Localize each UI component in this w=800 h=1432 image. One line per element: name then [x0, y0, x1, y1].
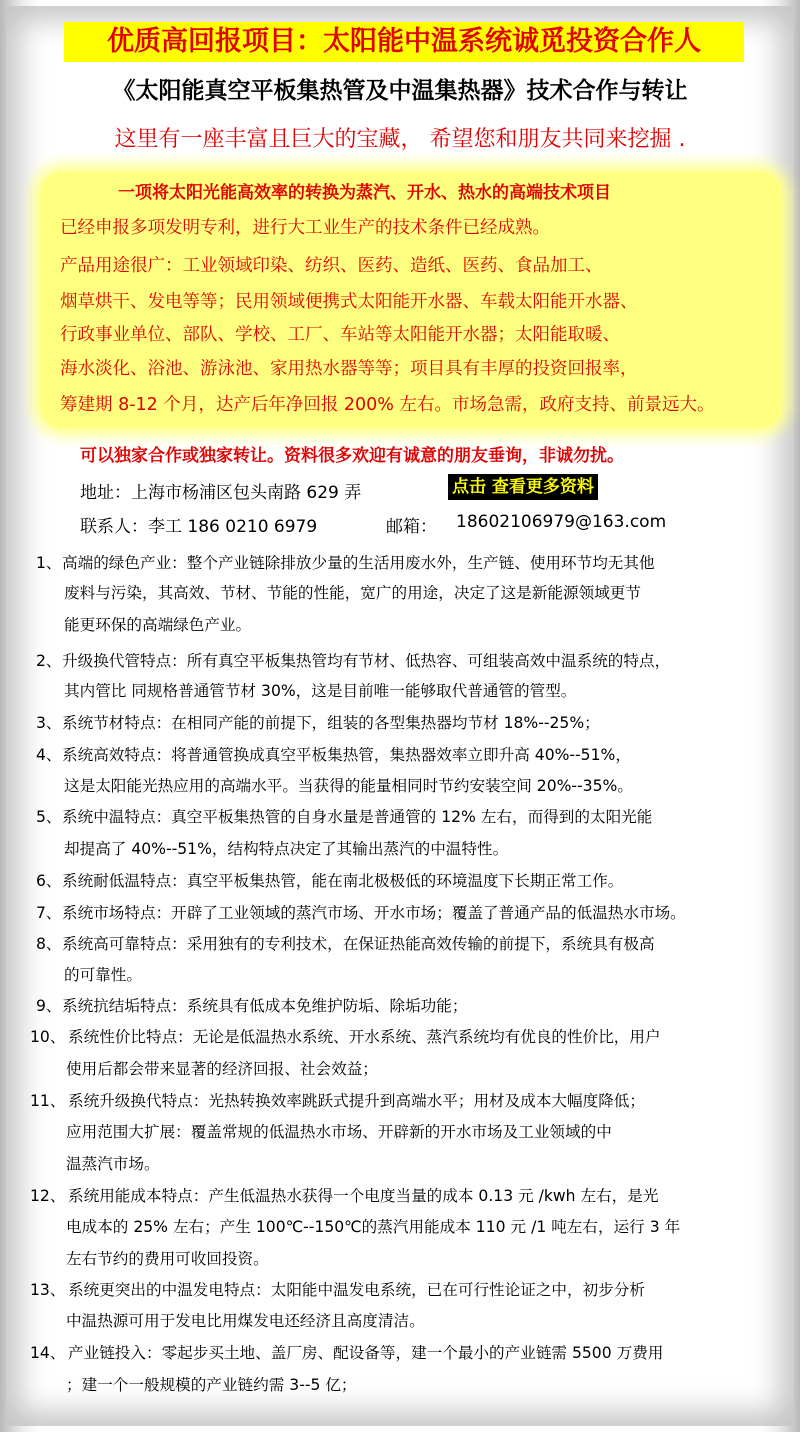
feature-line: 产业链投入：零起步买土地、盖厂房、配设备等，建一个最小的产业链需 5500 万费用 [68, 1344, 664, 1362]
feature-line: 系统高可靠特点：采用独有的专利技术，在保证热能高效传输的前提下，系统具有极高 [62, 935, 655, 953]
feature-number: 6、 [36, 872, 62, 890]
highlight-line: 海水淡化、浴池、游泳池、家用热水器等等；项目具有丰厚的投资回报率， [60, 359, 638, 379]
feature-line: 却提高了 40%--51%，结构特点决定了其输出蒸汽的中温特性。 [64, 840, 509, 858]
address: 地址：上海市杨浦区包头南路 629 弄 [80, 483, 362, 503]
page-subtitle: 《太阳能真空平板集热管及中温集热器》技术合作与转让 [112, 78, 688, 104]
feature-number: 1、 [36, 554, 62, 572]
highlight-heading: 一项将太阳光能高效率的转换为蒸汽、开水、热水的高端技术项目 [118, 183, 611, 203]
feature-line: 系统抗结垢特点：系统具有低成本免维护防垢、除垢功能； [62, 997, 468, 1015]
feature-number: 7、 [36, 904, 62, 922]
cooperation-notice: 可以独家合作或独家转让。资料很多欢迎有诚意的朋友垂询，非诚勿扰。 [80, 446, 624, 466]
feature-number: 12、 [30, 1187, 66, 1205]
highlight-line: 筹建期 8-12 个月，达产后年净回报 200% 左右。市场急需，政府支持、前景远大。 [60, 395, 715, 415]
highlight-line: 行政事业单位、部队、学校、工厂、车站等太阳能开水器；太阳能取暖、 [60, 325, 620, 345]
feature-line: 高端的绿色产业：整个产业链除排放少量的生活用废水外，生产链、使用环节均无其他 [62, 554, 655, 572]
feature-line: 系统中温特点：真空平板集热管的自身水量是普通管的 12% 左右，而得到的太阳光能 [62, 808, 653, 826]
page-title: 优质高回报项目：太阳能中温系统诚觅投资合作人 [64, 22, 744, 62]
feature-number: 3、 [36, 714, 62, 732]
feature-number: 4、 [36, 746, 62, 764]
feature-number: 13、 [30, 1281, 66, 1299]
feature-number: 2、 [36, 652, 62, 670]
feature-line: 系统高效特点：将普通管换成真空平板集热管，集热器效率立即升高 40%--51%， [62, 746, 631, 764]
feature-line: 系统市场特点：开辟了工业领域的蒸汽市场、开水市场；覆盖了普通产品的低温热水市场。 [62, 904, 686, 922]
feature-line: 应用范围大扩展：覆盖常规的低温热水市场、开辟新的开水市场及工业领域的中 [66, 1123, 612, 1141]
feature-line: 温蒸汽市场。 [66, 1155, 160, 1173]
feature-number: 8、 [36, 935, 62, 953]
highlight-line: 产品用途很广：工业领域印染、纺织、医药、造纸、医药、食品加工、 [60, 256, 603, 276]
feature-line: 系统性价比特点：无论是低温热水系统、开水系统、蒸汽系统均有优良的性价比，用户 [68, 1028, 661, 1046]
email-label: 邮箱： [386, 517, 437, 537]
more-info-link[interactable]: 点击 查看更多资料 [448, 474, 598, 500]
feature-number: 14、 [30, 1344, 66, 1362]
feature-line: 电成本的 25% 左右；产生 100℃--150℃的蒸汽用能成本 110 元 /1 吨左右，运行 3 年 [66, 1218, 681, 1236]
feature-line: 这是太阳能光热应用的高端水平。当获得的能量相同时节约安装空间 20%--35%。 [64, 777, 633, 795]
feature-number: 9、 [36, 997, 62, 1015]
contact-person: 联系人：李工 186 0210 6979 [80, 517, 318, 537]
feature-line: 废料与污染，其高效、节材、节能的性能，宽广的用途，决定了这是新能源领域更节 [64, 584, 641, 602]
feature-line: 系统耐低温特点：真空平板集热管，能在南北极极低的环境温度下长期正常工作。 [62, 872, 624, 890]
feature-line: 左右节约的费用可收回投资。 [66, 1250, 269, 1268]
feature-line: 系统升级换代特点：光热转换效率跳跃式提升到高端水平；用材及成本大幅度降低； [68, 1092, 645, 1110]
slogan: 这里有一座丰富且巨大的宝藏， 希望您和朋友共同来挖掘 . [114, 127, 686, 152]
feature-line: 系统节材特点：在相同产能的前提下，组装的各型集热器均节材 18%--25%； [62, 714, 600, 732]
highlight-line: 烟草烘干、发电等等；民用领域便携式太阳能开水器、车载太阳能开水器、 [60, 292, 638, 312]
email-address[interactable]: 18602106979@163.com [456, 512, 667, 532]
feature-number: 11、 [30, 1092, 66, 1110]
feature-line: 使用后都会带来显著的经济回报、社会效益； [66, 1060, 378, 1078]
feature-number: 10、 [30, 1028, 66, 1046]
feature-line: 的可靠性。 [64, 966, 142, 984]
feature-line: 系统用能成本特点：产生低温热水获得一个电度当量的成本 0.13 元 /kwh 左右，是光 [68, 1187, 659, 1205]
feature-line: 中温热源可用于发电比用煤发电还经济且高度清洁。 [66, 1312, 425, 1330]
feature-line: 系统更突出的中温发电特点：太阳能中温发电系统，已在可行性论证之中，初步分析 [68, 1281, 645, 1299]
feature-line: 能更环保的高端绿色产业。 [64, 616, 252, 634]
feature-number: 5、 [36, 808, 62, 826]
feature-line: 其内管比 同规格普通管节材 30%，这是目前唯一能够取代普通管的管型。 [64, 682, 577, 700]
feature-line: ；建一个一般规模的产业链约需 3--5 亿； [66, 1376, 357, 1394]
feature-line: 升级换代管特点：所有真空平板集热管均有节材、低热容、可组装高效中温系统的特点， [62, 652, 671, 670]
highlight-line: 已经申报多项发明专利，进行大工业生产的技术条件已经成熟。 [60, 218, 550, 238]
